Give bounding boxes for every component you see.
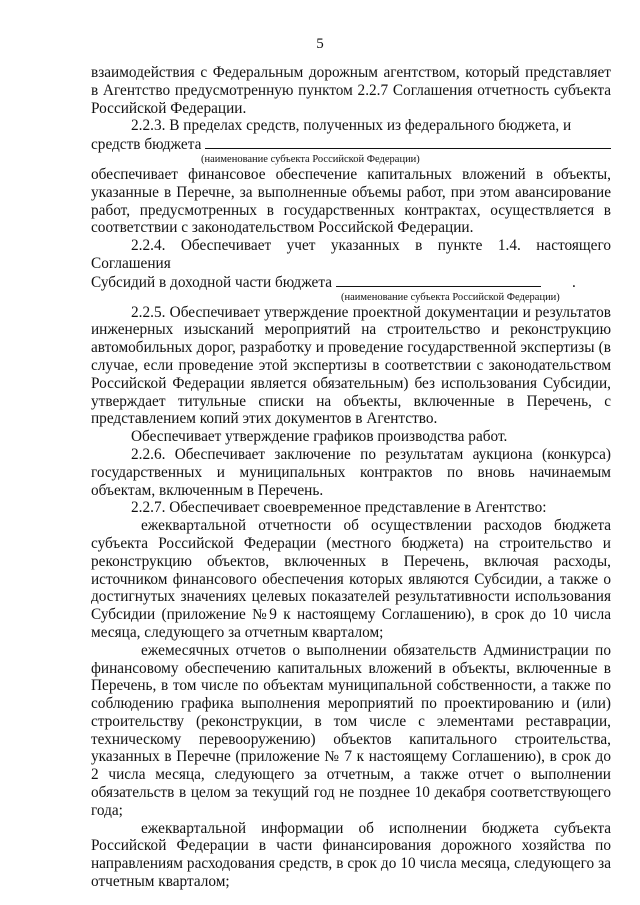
paragraph-schedules: Обеспечивает утверждение графиков производства работ. xyxy=(131,428,508,446)
field-caption: (наименование субъекта Российской Федерации) xyxy=(341,291,560,303)
field-caption: (наименование субъекта Российской Федерации) xyxy=(201,153,420,165)
list-item-monthly-report: ежемесячных отчетов о выполнении обязательств Администрации по финансовому обеспечению капитальных вложений в объекты, включенные в Перечень, в том числе по объектам муниципальной собственности, а также по соблюдению графика выполнения мероприятий по проектированию и (или) строительству (реконструкции, в том числе с элементами реставрации, техническому перевооружению) объектов капитального строительства, указанных в Перечне (приложение № 7 к настоящему Соглашению), в срок до 2 числа месяца, следующего за отчетным, а также отчет о выполнении обязательств в целом за текущий год не позднее 10 декабря соответствующего года; xyxy=(91,641,611,819)
blank-field-line xyxy=(205,135,611,149)
paragraph-2-2-4-line1: 2.2.4. Обеспечивает учет указанных в пункте 1.4. настоящего Соглашения xyxy=(91,237,611,272)
paragraph-2-2-4-fill-line xyxy=(91,273,611,292)
document-body xyxy=(91,64,611,891)
blank-field-line xyxy=(336,273,541,287)
paragraph-2-2-3-rest: обеспечивает финансовое обеспечение капитальных вложений в объекты, указанные в Перечне, за выполненные объемы работ, при этом авансирование работ, предусмотренных в государственных контрактах, осуществляется в соответствии с законодательством Российской Федерации. xyxy=(91,165,611,237)
list-item-quarterly-info: ежеквартальной информации об исполнении бюджета субъекта Российской Федерации в части финансирования дорожного хозяйства по направлениям расходования средств, в срок до 10 числа месяца, следующего за отчетным кварталом; xyxy=(91,819,611,891)
paragraph-continuation: взаимодействия с Федеральным дорожным агентством, который представляет в Агентство предусмотренную пунктом 2.2.7 Соглашения отчетность субъекта Российской Федерации. xyxy=(91,64,611,117)
paragraph-2-2-3-line1: 2.2.3. В пределах средств, полученных из федерального бюджета, и xyxy=(131,117,572,135)
paragraph-2-2-3-fill-line xyxy=(91,135,611,154)
paragraph-2-2-6: 2.2.6. Обеспечивает заключение по результатам аукциона (конкурса) государственных и муниципальных контрактов по вновь начинаемым объектам, включенным в Перечень. xyxy=(91,445,611,499)
revenue-label: Субсидий в доходной части бюджета xyxy=(91,273,333,291)
paragraph-2-2-7: 2.2.7. Обеспечивает своевременное представление в Агентство: xyxy=(131,499,547,517)
budget-label: средств бюджета xyxy=(91,136,202,154)
period-mark: . xyxy=(572,273,576,291)
page-number: 5 xyxy=(316,36,324,52)
paragraph-2-2-5: 2.2.5. Обеспечивает утверждение проектной документации и результатов инженерных изысканий мероприятий на строительство и реконструкцию автомобильных дорог, разработку и проведение государственной экспертизы (в случае, если проведение этой экспертизы в соответствии с законодательством Российской Федерации является обязательным) без использования Субсидии, утверждает титульные списки на объекты, включенные в Перечень, с представлением копий этих документов в Агентство. xyxy=(91,303,611,428)
list-item-quarterly-report: ежеквартальной отчетности об осуществлении расходов бюджета субъекта Российской Федерации (местного бюджета) на строительство и реконструкцию объектов, включенных в Перечень, включая расходы, источником финансового обеспечения которых являются Субсидии, а также о достигнутых значениях целевых показателей результативности использования Субсидии (приложение №9 к настоящему Соглашению), в срок до 10 числа месяца, следующего за отчетным кварталом; xyxy=(91,517,611,641)
